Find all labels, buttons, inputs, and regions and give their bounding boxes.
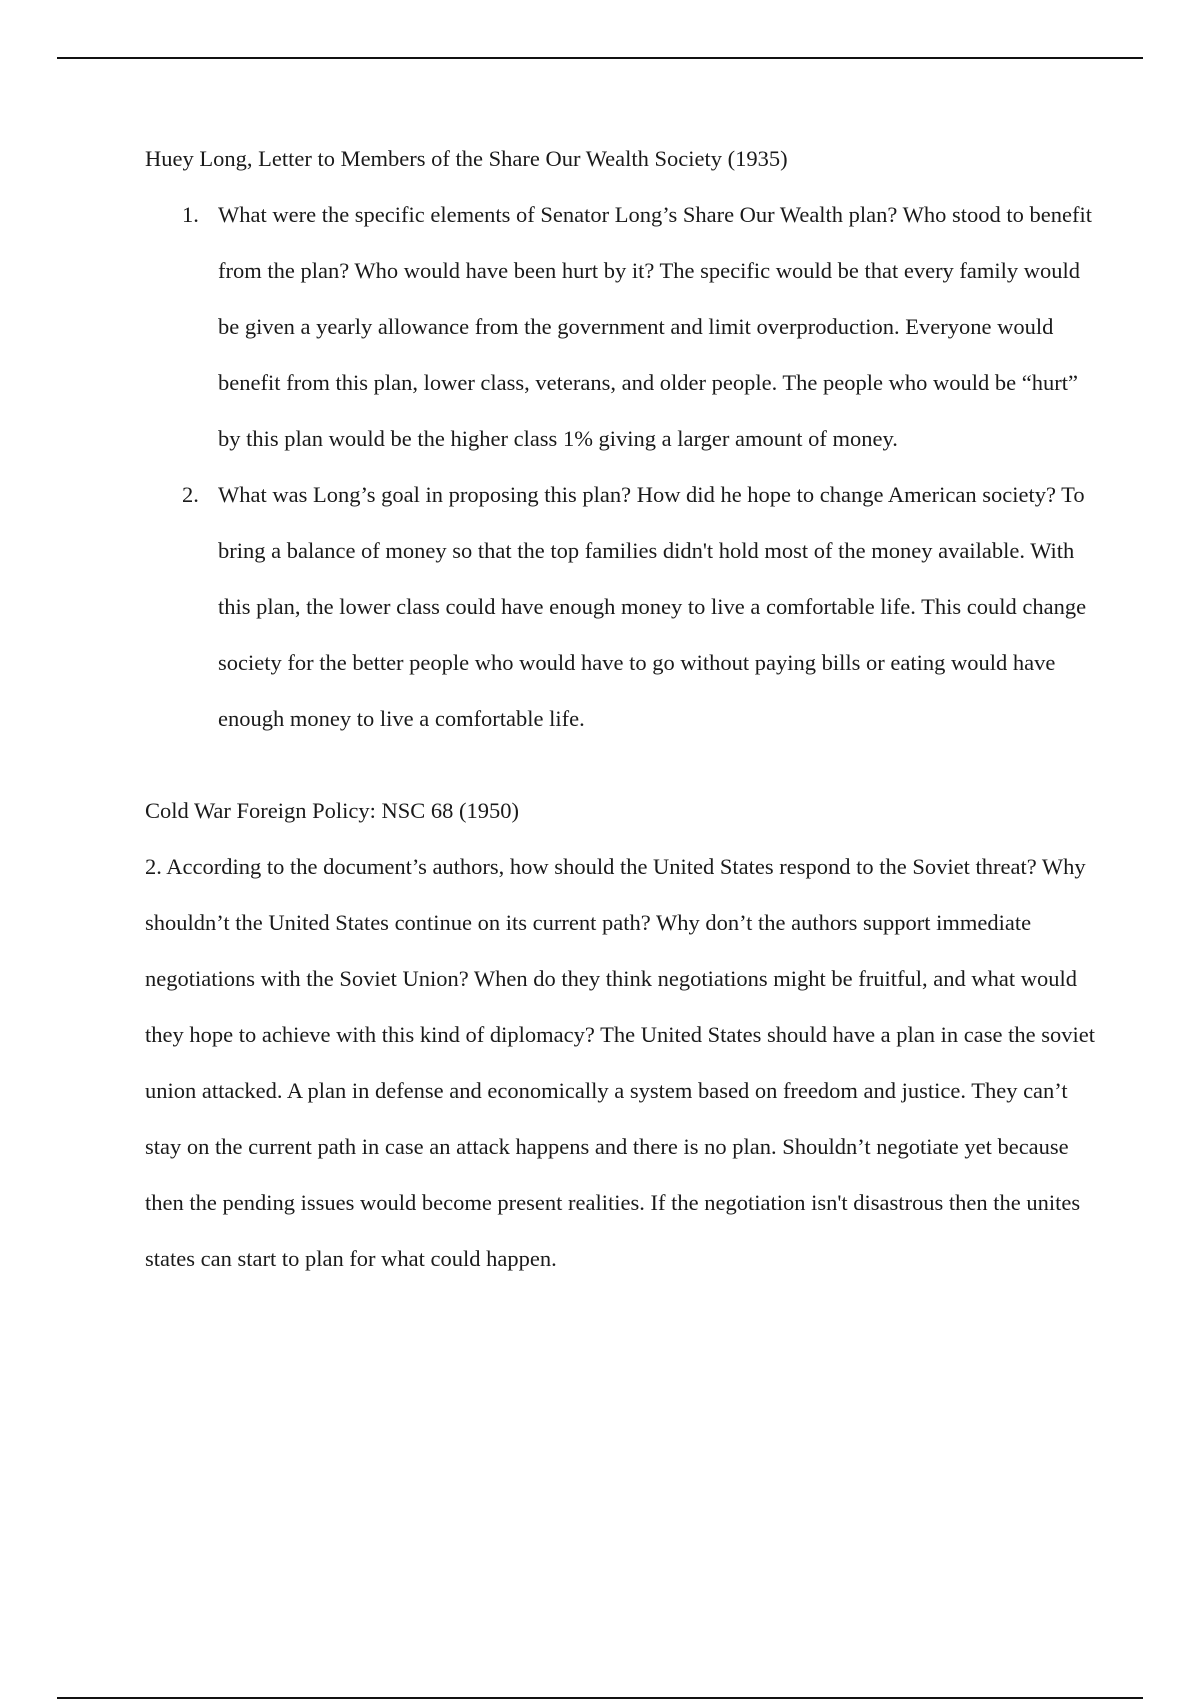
question-list <box>145 187 1095 747</box>
section-title-huey-long: Huey Long, Letter to Members of the Share Our Wealth Society (1935) <box>145 146 788 171</box>
list-item-text: What was Long’s goal in proposing this plan? How did he hope to change American society? To bring a balance of money so that the top families didn't hold most of the money available. With this plan, the lower class could have enough money to live a comfortable life. This could change society for the better people who would have to go without paying bills or eating would have enough money to live a comfortable life. <box>218 482 1087 731</box>
header-rule <box>57 57 1143 59</box>
list-item <box>145 187 1095 467</box>
document-body <box>145 143 1095 1287</box>
list-item-number: 2. <box>182 482 199 507</box>
section-title-nsc-68: Cold War Foreign Policy: NSC 68 (1950) <box>145 798 520 823</box>
list-item-text: What were the specific elements of Senator Long’s Share Our Wealth plan? Who stood to benefit from the plan? Who would have been hurt by it? The specific would be that every family would be given a yearly allowance from the government and limit overproduction. Everyone would benefit from this plan, lower class, veterans, and older people. The people who would be “hurt” by this plan would be the higher class 1% giving a larger amount of money. <box>218 202 1092 451</box>
footer-rule <box>57 1697 1143 1699</box>
section-paragraph-nsc-68: 2. According to the document’s authors, how should the United States respond to the Soviet threat? Why shouldn’t the United States continue on its current path? Why don’t the authors support immediate negotiations with the Soviet Union? When do they think negotiations might be fruitful, and what would they hope to achieve with this kind of diplomacy? The United States should have a plan in case the soviet union attacked. A plan in defense and economically a system based on freedom and justice. They can’t stay on the current path in case an attack happens and there is no plan. Shouldn’t negotiate yet because then the pending issues would become present realities. If the negotiation isn't disastrous then the unites states can start to plan for what could happen. <box>145 854 1095 1271</box>
section-spacer <box>145 747 1095 795</box>
list-item <box>145 467 1095 747</box>
list-item-number: 1. <box>182 202 199 227</box>
